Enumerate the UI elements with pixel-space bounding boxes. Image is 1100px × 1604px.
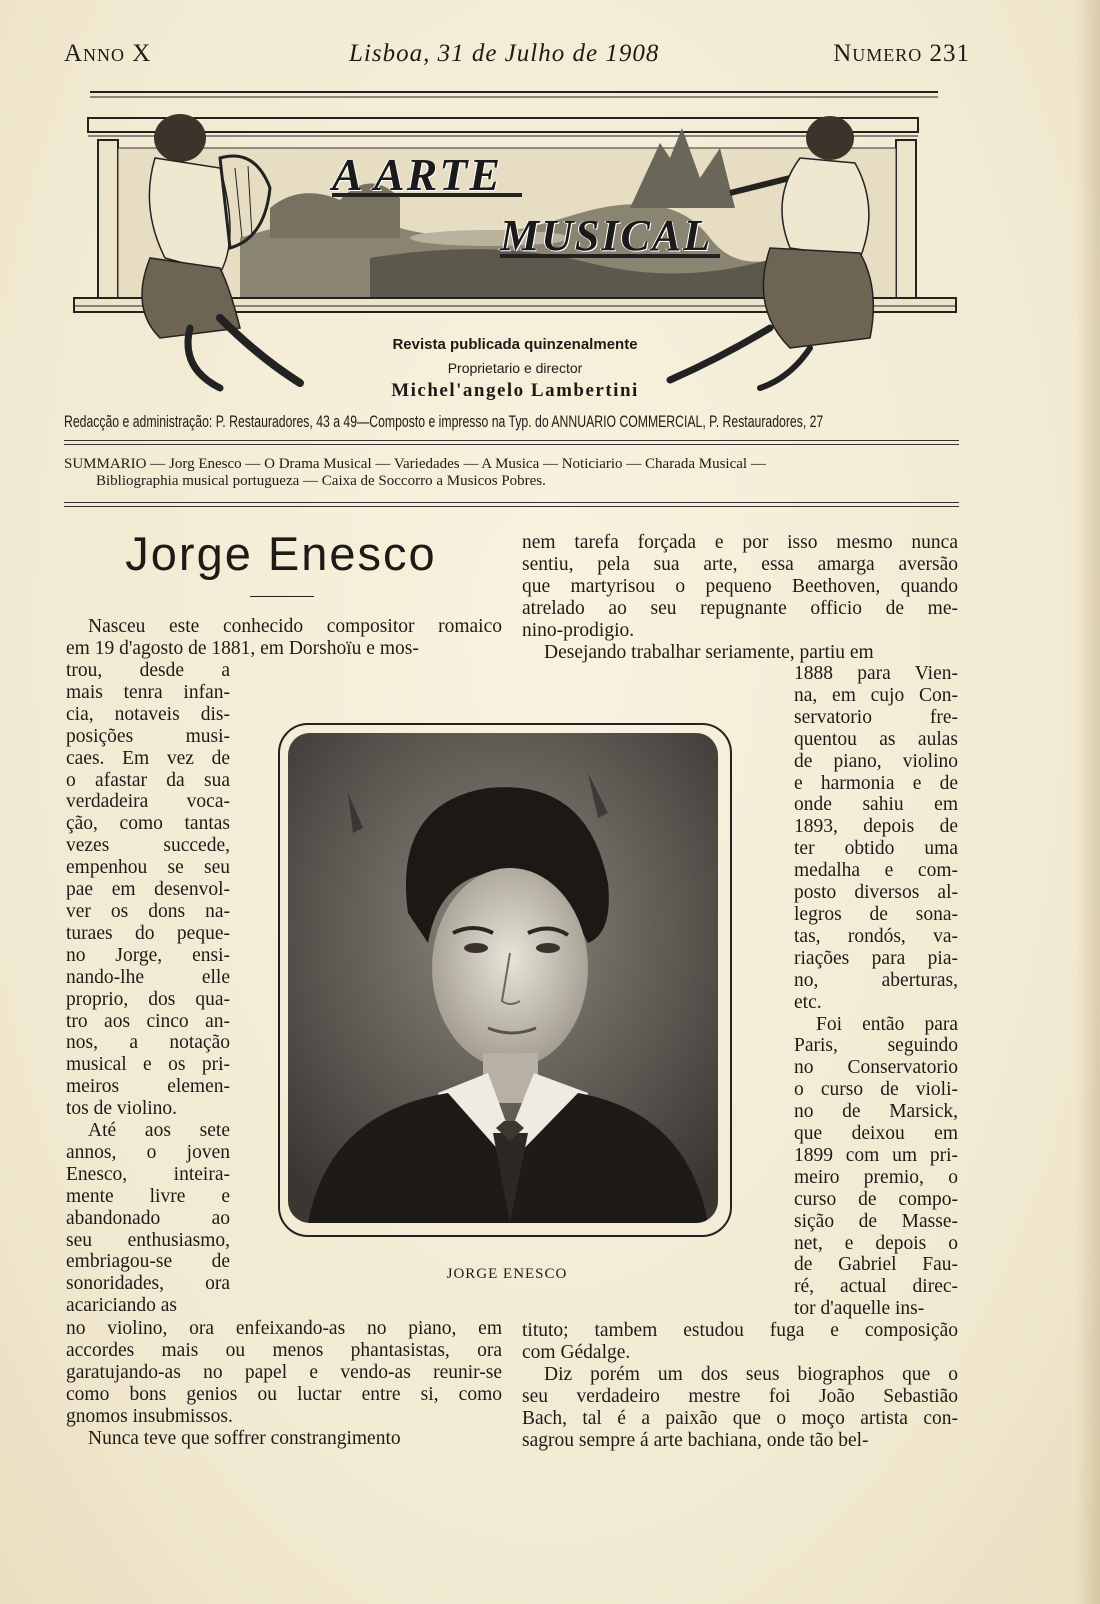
text-line: servatorio fre- — [794, 706, 958, 728]
text-line: net, e depois o — [794, 1232, 958, 1254]
portrait-caption: JORGE ENESCO — [446, 1266, 568, 1282]
column1-narrow — [66, 660, 230, 1317]
text-line: no Jorge, ensi- — [66, 944, 230, 966]
text-line: vezes succede, — [66, 835, 230, 857]
text-line: curso de compo- — [794, 1188, 958, 1210]
anno-label: Anno X — [64, 40, 152, 67]
summary-line: Bibliographia musical portugueza — Caixa de Soccorro a Musicos Pobres. — [96, 473, 546, 489]
text-line: quentou as aulas — [794, 728, 958, 750]
text-line: proprio, dos qua- — [66, 988, 230, 1010]
text-line: 1893, depois de — [794, 816, 958, 838]
rule-top-thin — [64, 444, 959, 445]
text-line: etc. — [794, 991, 822, 1013]
text-line: caes. Em vez de — [66, 747, 230, 769]
text-line: na, em cujo Con- — [794, 684, 958, 706]
text-line: de piano, violino — [794, 750, 958, 772]
text-line: meiro premio, o — [794, 1166, 958, 1188]
text-line: que martyrisou o pequeno Beethoven, quando — [522, 575, 958, 597]
text-line: riações para pia- — [794, 947, 958, 969]
article-title: Jorge Enesco — [125, 527, 437, 580]
text-line: Enesco, inteira- — [66, 1163, 230, 1185]
text-line: gnomos insubmissos. — [66, 1405, 233, 1427]
text-line: ter obtido uma — [794, 838, 958, 860]
text-line: sagrou sempre á arte bachiana, onde tão bel- — [522, 1429, 869, 1451]
portrait-photo — [288, 733, 718, 1223]
text-line: nando-lhe elle — [66, 966, 230, 988]
text-line: no Conservatorio — [794, 1057, 958, 1079]
text-line: Paris, seguindo — [794, 1035, 958, 1057]
text-line: acariciando as — [66, 1295, 177, 1317]
text-line: com Gédalge. — [522, 1341, 631, 1363]
text-line: tas, rondós, va- — [794, 925, 958, 947]
text-line: abandonado ao — [66, 1207, 230, 1229]
issue-date: Lisboa, 31 de Julho de 1908 — [349, 40, 660, 67]
masthead — [70, 88, 960, 406]
editorial-address: Redacção e administração: P. Restauradores, 43 a 49—Composto e impresso na Typ. do ANNUARIO COMMERCIAL, P. Restauradores, 27 — [64, 412, 824, 431]
text-line: musical e os pri- — [66, 1054, 230, 1076]
text-line: posições musi- — [66, 725, 230, 747]
text-line: sonoridades, ora — [66, 1273, 230, 1295]
text-line: onde sahiu em — [794, 794, 958, 816]
summary — [64, 456, 964, 490]
text-line: o afastar da sua — [66, 769, 230, 791]
text-line: cia, notaveis dis- — [66, 703, 230, 725]
text-line: no violino, ora enfeixando-as no piano, em — [66, 1318, 502, 1339]
text-line: empenhou se seu — [66, 857, 230, 879]
text-line: trou, desde a — [66, 660, 230, 681]
text-line: embriagou-se de — [66, 1251, 230, 1273]
text-line: Bach, tal é a paixão que o moço artista con- — [522, 1407, 958, 1429]
text-line: tor d'aquelle ins- — [794, 1298, 925, 1320]
text-line: ção, como tantas — [66, 813, 230, 835]
text-line: mente livre e — [66, 1185, 230, 1207]
text-line: verdadeira voca- — [66, 791, 230, 813]
text-line: o curso de violi- — [794, 1079, 958, 1101]
rule-summary-thin — [64, 506, 959, 507]
title-rule — [250, 596, 314, 597]
text-line: Desejando trabalhar seriamente, partiu em — [544, 641, 874, 663]
text-line: pae em desenvol- — [66, 879, 230, 901]
text-line: legros de sona- — [794, 903, 958, 925]
masthead-title-line2: MUSICAL — [500, 211, 713, 260]
text-line: ré, actual direc- — [794, 1276, 958, 1298]
column2-bottom — [522, 1320, 958, 1451]
text-line: no de Marsick, — [794, 1101, 958, 1123]
text-line: no, aberturas, — [794, 969, 958, 991]
text-line: tituto; tambem estudou fuga e composição — [522, 1320, 958, 1341]
text-line: 1899 com um pri- — [794, 1144, 958, 1166]
text-line: ver os dons na- — [66, 900, 230, 922]
text-line: Nunca teve que soffrer constrangimento — [88, 1427, 401, 1449]
text-line: 1888 para Vien- — [794, 663, 958, 684]
masthead-subtitle: Revista publicada quinzenalmente — [392, 336, 638, 353]
column1-top — [66, 616, 502, 660]
text-line: nino-prodigio. — [522, 619, 635, 641]
text-line: seu enthusiasmo, — [66, 1229, 230, 1251]
page-edge-shadow — [1076, 0, 1100, 1604]
text-line: garatujando-as no papel e vendo-as reunir-se — [66, 1361, 502, 1383]
rule-summary — [64, 502, 959, 503]
text-line: sição de Masse- — [794, 1210, 958, 1232]
text-line: nos, a notação — [66, 1032, 230, 1054]
portrait-image — [288, 733, 718, 1223]
text-line: seu verdadeiro mestre foi João Sebastião — [522, 1385, 958, 1407]
text-line: atrelado ao seu repugnante officio de me- — [522, 597, 958, 619]
issue-number: Numero 231 — [833, 40, 970, 67]
text-line: tro aos cinco an- — [66, 1010, 230, 1032]
text-line: turaes do peque- — [66, 922, 230, 944]
text-line: tos de violino. — [66, 1098, 178, 1120]
column2-narrow — [794, 663, 958, 1320]
summary-line: SUMMARIO — Jorg Enesco — O Drama Musical — Variedades — A Musica — Noticiario — Charada Musical — — [64, 456, 766, 472]
text-line: Até aos sete — [88, 1120, 230, 1142]
director-name: Michel'angelo Lambertini — [391, 380, 639, 401]
text-line: mais tenra infan- — [66, 681, 230, 703]
text-line: medalha e com- — [794, 860, 958, 882]
text-line: annos, o joven — [66, 1141, 230, 1163]
text-line: Diz porém um dos seus biographos que o — [544, 1363, 958, 1385]
text-line: accordes mais ou menos phantasistas, ora — [66, 1339, 502, 1361]
text-line: Nasceu este conhecido compositor romaico — [88, 616, 502, 637]
text-line: de Gabriel Fau- — [794, 1254, 958, 1276]
text-line: posto diversos al- — [794, 882, 958, 904]
text-line: sentiu, pela sua arte, essa amarga aversão — [522, 553, 958, 575]
column1-bottom — [66, 1318, 502, 1449]
text-line: e harmonia e de — [794, 772, 958, 794]
text-line: meiros elemen- — [66, 1076, 230, 1098]
proprietor-label: Proprietario e director — [447, 360, 583, 376]
masthead-title-line1: A ARTE — [332, 149, 503, 200]
text-line: nem tarefa forçada e por isso mesmo nunca — [522, 532, 958, 553]
text-line: como bons genios ou luctar entre si, como — [66, 1383, 502, 1405]
text-line: em 19 d'agosto de 1881, em Dorshoïu e mos- — [66, 637, 419, 659]
text-line: Foi então para — [816, 1013, 958, 1035]
column2-top — [522, 532, 958, 663]
text-line: que deixou em — [794, 1123, 958, 1145]
rule-top — [64, 440, 959, 441]
